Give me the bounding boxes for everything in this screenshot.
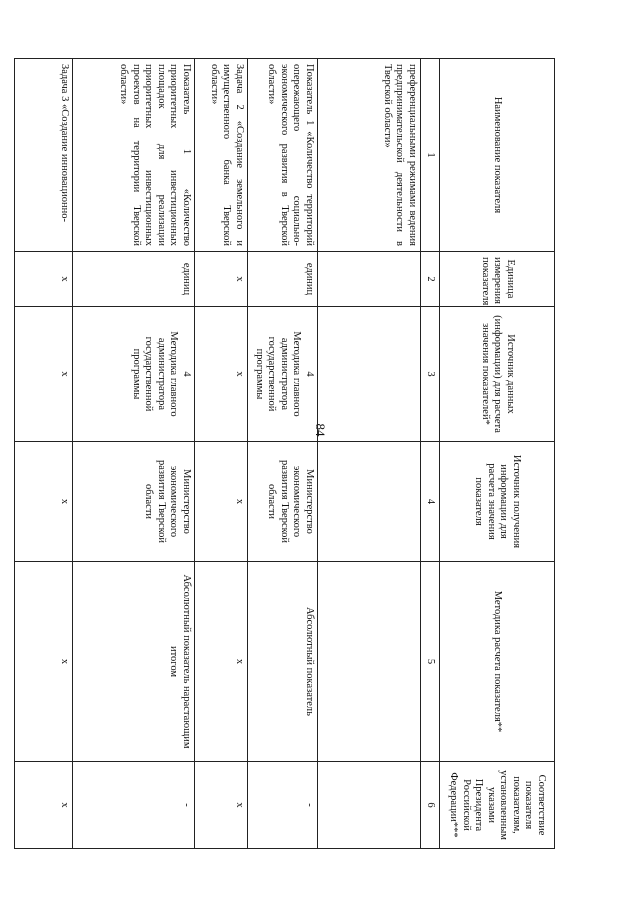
column-number: 5 <box>421 562 440 762</box>
indicator-name-cell: Показатель 1 «Количество приоритетных инвестиционных площадок для реализации приоритетных инвестиционных проектов на территории Тверской области» <box>73 59 195 252</box>
indicator-name-cell: Показатель 1 «Количество территорий опережающего социально-экономического развития в Тверской области» <box>248 59 318 252</box>
data-source-cell: х <box>15 307 73 442</box>
table-row <box>195 59 248 849</box>
page-number: 84 <box>313 423 328 437</box>
indicator-name-cell: Задача 2 «Создание земельного и имущественного банка Тверской области» <box>195 59 248 252</box>
table-row <box>248 59 318 849</box>
info-source-cell: х <box>15 442 73 562</box>
data-source-cell: 4 Методика главного администратора государственной программы <box>248 307 318 442</box>
info-source-cell: Министерство экономического развития Тверской области <box>73 442 195 562</box>
header-data-source: Источник данных (информации) для расчета значения показателей* <box>440 307 555 442</box>
correspondence-cell: - <box>73 762 195 849</box>
header-presidential-decree-correspondence: Соответствие показателя показателям, установленным указами Президента Российской Федерации*** <box>440 762 555 849</box>
header-calculation-method: Методика расчета показателя** <box>440 562 555 762</box>
data-source-cell: х <box>195 307 248 442</box>
indicator-name-cell: преференциальными режимами ведения предпринимательской деятельности в Тверской области» <box>318 59 421 252</box>
indicator-name-cell: Задача 3 «Создание инновационно- <box>15 59 73 252</box>
info-source-cell <box>318 442 421 562</box>
info-source-cell: Министерство экономического развития Тверской области <box>248 442 318 562</box>
correspondence-cell: х <box>15 762 73 849</box>
unit-cell: единиц <box>248 252 318 307</box>
table-row <box>73 59 195 849</box>
rotated-page-content <box>59 58 555 848</box>
column-number: 4 <box>421 442 440 562</box>
method-cell: Абсолютный показатель <box>248 562 318 762</box>
table-row <box>15 59 73 849</box>
unit-cell <box>318 252 421 307</box>
column-number-row <box>421 59 440 849</box>
method-cell: х <box>15 562 73 762</box>
correspondence-cell: - <box>248 762 318 849</box>
data-source-cell: 4 Методика главного администратора государственной программы <box>73 307 195 442</box>
table-row <box>318 59 421 849</box>
method-cell <box>318 562 421 762</box>
landscape-table-container <box>59 58 555 848</box>
column-number: 1 <box>421 59 440 252</box>
column-number: 6 <box>421 762 440 849</box>
header-info-source: Источник получения информации для расчета значения показателя <box>440 442 555 562</box>
header-indicator-name: Наименование показателя <box>440 59 555 252</box>
header-unit: Единица измерения показателя <box>440 252 555 307</box>
method-cell: Абсолютный показатель нарастающим итогом <box>73 562 195 762</box>
column-number: 2 <box>421 252 440 307</box>
data-source-cell <box>318 307 421 442</box>
method-cell: х <box>195 562 248 762</box>
correspondence-cell: х <box>195 762 248 849</box>
unit-cell: единиц <box>73 252 195 307</box>
column-number: 3 <box>421 307 440 442</box>
correspondence-cell <box>318 762 421 849</box>
info-source-cell: х <box>195 442 248 562</box>
indicators-table <box>14 58 555 849</box>
unit-cell: х <box>195 252 248 307</box>
table-header-row <box>440 59 555 849</box>
unit-cell: х <box>15 252 73 307</box>
